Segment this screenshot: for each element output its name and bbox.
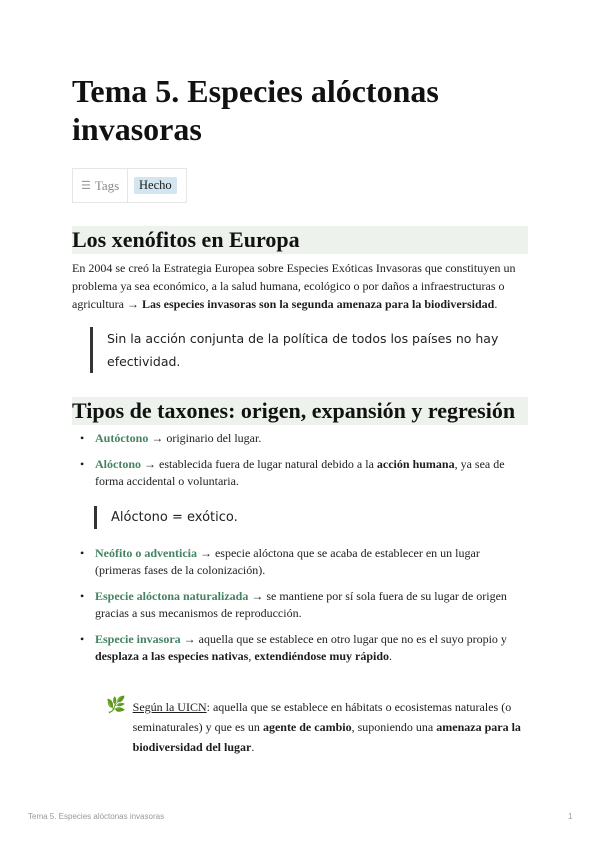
callout	[106, 697, 526, 757]
page-title: Tema 5. Especies alóctonas invasoras	[72, 73, 439, 147]
list-item: • Autóctono → originario del lugar.	[72, 430, 528, 447]
tags-property	[72, 168, 187, 203]
list-item: • Neófito o adventicia → especie alóctona que se acaba de establecer en un lugar (primeras fases de la colonización).	[72, 545, 528, 579]
paragraph: En 2004 se creó la Estrategia Europea sobre Especies Exóticas Invasoras que constituyen un problema ya sea económico, a la salud humana, ecológico o por daños a infraestructuras o agricultura → Las especies invasoras son la segunda amenaza para la biodiversidad.	[72, 261, 516, 311]
tag-chip[interactable]: Hecho	[134, 177, 177, 194]
list-item: • Alóctono → establecida fuera de lugar natural debido a la acción humana, ya sea de forma accidental o voluntaria.	[72, 456, 528, 490]
emphasis: Las especies invasoras son la segunda amenaza para la biodiversidad	[141, 297, 495, 311]
list-item: • Especie alóctona naturalizada → se mantiene por sí sola fuera de su lugar de origen gracias a sus mecanismos de reproducción.	[72, 588, 528, 622]
quote-block: Alóctono = exótico.	[94, 506, 491, 529]
page-number: 1	[568, 812, 573, 821]
section-heading: Los xenófitos en Europa	[72, 226, 528, 254]
footer-title: Tema 5. Especies alóctonas invasoras	[28, 812, 165, 821]
tags-label: Tags	[94, 177, 120, 193]
list-icon: ☰	[81, 180, 91, 192]
bullet-list	[72, 545, 528, 665]
callout-text: Según la UICN: aquella que se establece en hábitats o ecosistemas naturales (o seminaturales) y que es un agente de cambio, suponiendo una amenaza para la biodiversidad del lugar.	[132, 700, 521, 754]
tags-value-cell	[128, 169, 186, 202]
bullet-list	[72, 430, 528, 490]
tags-label-cell	[73, 169, 128, 202]
list-item: • Especie invasora → aquella que se establece en otro lugar que no es el suyo propio y desplaza a las especies nativas, extendiéndose muy rápido.	[72, 631, 528, 665]
leaf-icon: 🌿	[106, 697, 126, 714]
section-heading: Tipos de taxones: origen, expansión y regresión	[72, 397, 528, 425]
quote-block: Sin la acción conjunta de la política de todos los países no hay efectividad.	[90, 327, 507, 373]
